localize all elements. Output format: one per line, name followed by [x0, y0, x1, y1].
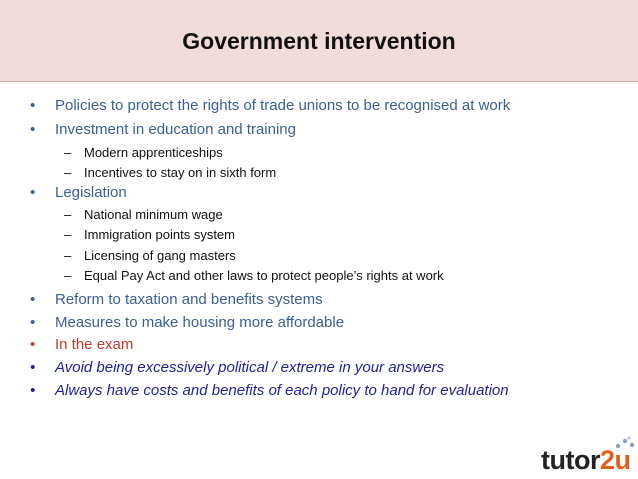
- sub-item-text: Modern apprenticeships: [84, 145, 223, 160]
- bullet-marker: •: [30, 97, 36, 114]
- bullet-text: Avoid being excessively political / extreme in your answers: [55, 359, 445, 376]
- sub-item-text: Licensing of gang masters: [84, 248, 236, 263]
- dash-marker: –: [64, 145, 72, 160]
- dash-marker: –: [64, 248, 72, 263]
- title-bar: [0, 0, 638, 82]
- sub-item-text: Equal Pay Act and other laws to protect people’s rights at work: [84, 268, 444, 283]
- bullet-marker: •: [30, 291, 36, 308]
- bullet-text: Always have costs and benefits of each policy to hand for evaluation: [55, 382, 509, 399]
- bullet-text: Measures to make housing more affordable: [55, 314, 345, 331]
- bullet-marker: •: [30, 359, 36, 376]
- slide-title: Government intervention: [182, 28, 456, 54]
- logo-text-tutor: tutor: [541, 445, 600, 475]
- bullet-text: Policies to protect the rights of trade unions to be recognised at work: [55, 97, 511, 114]
- dash-marker: –: [64, 268, 72, 283]
- sub-item-text: Incentives to stay on in sixth form: [84, 165, 277, 180]
- bullet-text: Reform to taxation and benefits systems: [55, 291, 323, 308]
- dash-marker: –: [64, 207, 72, 222]
- bullet-marker: •: [30, 314, 36, 331]
- dash-marker: –: [64, 165, 72, 180]
- dash-marker: –: [64, 227, 72, 242]
- tutor2u-logo: [541, 445, 631, 476]
- sub-item-text: Immigration points system: [84, 227, 235, 242]
- bullet-text: In the exam: [55, 336, 134, 353]
- bullet-text: Legislation: [55, 184, 127, 201]
- bullet-marker: •: [30, 121, 36, 138]
- bullet-marker: •: [30, 184, 36, 201]
- bullet-text: Investment in education and training: [55, 121, 296, 138]
- bullet-marker: •: [30, 382, 36, 399]
- bullet-marker: •: [30, 336, 36, 353]
- sub-item-text: National minimum wage: [84, 207, 223, 222]
- logo-text-2u: 2u: [599, 445, 631, 475]
